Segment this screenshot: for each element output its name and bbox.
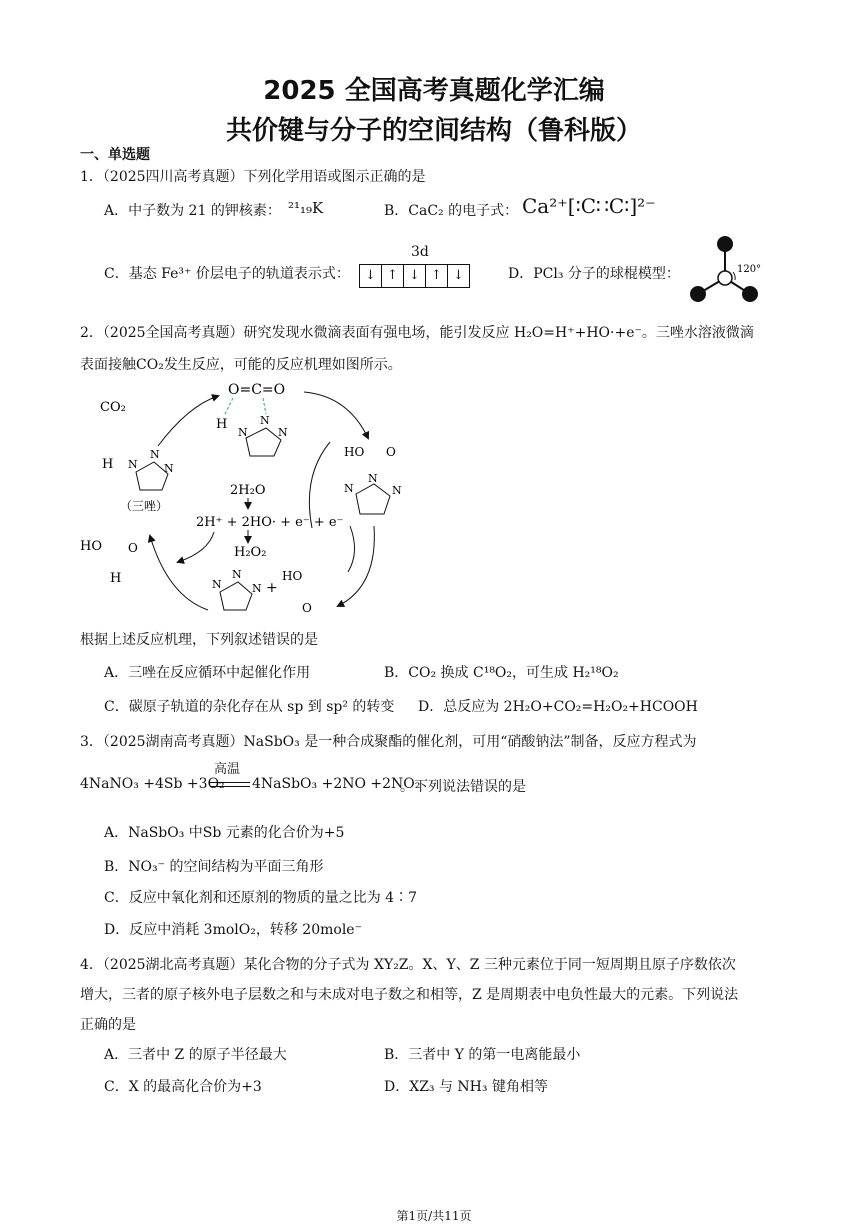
atom-n: N xyxy=(278,426,288,439)
q2-option-a: A．三唑在反应循环中起催化作用 xyxy=(104,665,311,681)
q4-option-a: A．三者中 Z 的原子半径最大 xyxy=(104,1047,287,1063)
page-title-line2: 共价键与分子的空间结构（鲁科版） xyxy=(225,116,642,146)
q4-option-b: B．三者中 Y 的第一电离能最小 xyxy=(384,1047,581,1063)
q3-equation-condition: 高温 xyxy=(214,762,241,777)
q3-option-d: D．反应中消耗 3molO₂，转移 20mole⁻ xyxy=(104,922,362,938)
q3-equation-right: 4NaSbO₃ +2NO +2NO₂ xyxy=(252,776,421,792)
q1-option-c: C．基态 Fe³⁺ 价层电子的轨道表示式： xyxy=(104,266,350,282)
q4-stem-line2: 增大，三者的原子核外电子层数之和与未成对电子数之和相等，Z 是周期表中电负性最大的元素。下列说法 xyxy=(80,987,739,1003)
q2-option-d: D．总反应为 2H₂O+CO₂=H₂O₂+HCOOH xyxy=(418,699,698,715)
q1-orbital-label: 3d xyxy=(411,244,429,260)
water-label: 2H₂O xyxy=(230,483,266,498)
atom-ho: HO xyxy=(344,445,365,459)
q1-option-a: A．中子数为 21 的钾核素： xyxy=(104,203,281,219)
q1-option-b: B．CaC₂ 的电子式： xyxy=(384,203,519,219)
triazole-label: （三唑） xyxy=(120,499,169,513)
equation-double-line xyxy=(210,786,250,787)
atom-o: O xyxy=(128,541,138,555)
atom-n: N xyxy=(368,472,378,485)
equation-double-line xyxy=(210,782,250,783)
q4-option-d: D．XZ₃ 与 NH₃ 键角相等 xyxy=(384,1079,548,1095)
h2o2-label: H₂O₂ xyxy=(234,545,267,560)
q3-option-b: B．NO₃⁻ 的空间结构为平面三角形 xyxy=(104,859,324,875)
atom-n: N xyxy=(260,414,270,427)
atom-ho: HO xyxy=(282,569,303,583)
atom-o: O xyxy=(302,601,312,615)
q3-stem: 3．（2025湖南高考真题）NaSbO₃ 是一种合成聚酯的催化剂，可用“硝酸钠法”制备，反应方程式为 xyxy=(80,734,697,750)
q1-stem: 1．（2025四川高考真题）下列化学用语或图示正确的是 xyxy=(80,169,426,185)
section-heading: 一、单选题 xyxy=(80,147,150,163)
page-number: 第1页/共11页 xyxy=(396,1209,472,1223)
q1-option-d: D．PCl₃ 分子的球棍模型： xyxy=(508,266,680,282)
atom-h: H xyxy=(216,417,228,432)
q3-option-a: A．NaSbO₃ 中Sb 元素的化合价为+5 xyxy=(104,825,345,841)
q3-option-c: C．反应中氧化剂和还原剂的物质的量之比为 4∶7 xyxy=(104,890,417,906)
atom-n: N xyxy=(232,568,242,581)
page-title-line1: 2025 全国高考真题化学汇编 xyxy=(263,76,605,106)
bond-angle-label: 120° xyxy=(737,264,762,275)
orbital-box: ↓ xyxy=(404,265,426,287)
co2-label: CO₂ xyxy=(100,400,126,415)
atom-n: N xyxy=(344,482,354,495)
atom-n: N xyxy=(150,448,160,461)
q3-equation-left: 4NaNO₃ +4Sb +3O₂ xyxy=(80,776,225,792)
atom-n: N xyxy=(128,458,138,471)
atom-n: N xyxy=(212,578,222,591)
q1-option-a-formula: ²¹₁₉K xyxy=(288,199,324,217)
q1-option-b-formula: Ca²⁺[∶C∷C∶]²⁻ xyxy=(522,194,656,218)
orbital-box: ↓ xyxy=(360,265,382,287)
q3-equation-tail: 。下列说法错误的是 xyxy=(400,779,526,795)
q1-orbital-diagram xyxy=(359,264,470,288)
atom-n: N xyxy=(238,426,248,439)
atom-n: N xyxy=(164,462,174,475)
intermediate-species: 2H⁺ + 2HO· + e⁻ + e⁻ xyxy=(196,515,344,530)
q4-stem-line1: 4．（2025湖北高考真题）某化合物的分子式为 XY₂Z。X、Y、Z 三种元素位于同一短周期且原子序数依次 xyxy=(80,957,736,973)
atom-h: H xyxy=(102,457,114,472)
q2-option-c: C．碳原子轨道的杂化存在从 sp 到 sp² 的转变 xyxy=(104,699,395,715)
orbital-box: ↑ xyxy=(382,265,404,287)
q2-option-b: B．CO₂ 换成 C¹⁸O₂，可生成 H₂¹⁸O₂ xyxy=(384,665,619,681)
q4-stem-line3: 正确的是 xyxy=(80,1017,136,1033)
q2-stem-line2: 表面接触CO₂发生反应，可能的反应机理如图所示。 xyxy=(80,357,402,373)
pcl3-ball-stick-model xyxy=(684,232,764,306)
atom-h: H xyxy=(110,571,122,586)
orbital-box: ↑ xyxy=(426,265,448,287)
reaction-mechanism-diagram xyxy=(78,376,418,626)
q2-stem-line1: 2．（2025全国高考真题）研究发现水微滴表面有强电场，能引发反应 H₂O=H⁺+HO·+e⁻。三唑水溶液微滴 xyxy=(80,325,754,341)
atom-o: O xyxy=(386,445,396,459)
q4-option-c: C．X 的最高化合价为+3 xyxy=(104,1079,262,1095)
atom-ho: HO xyxy=(80,539,102,554)
co2-structure: O=C=O xyxy=(228,382,286,398)
plus-sign: + xyxy=(266,580,278,596)
orbital-box: ↓ xyxy=(453,268,464,283)
q2-lead: 根据上述反应机理，下列叙述错误的是 xyxy=(80,632,318,648)
atom-n: N xyxy=(392,484,402,497)
atom-n: N xyxy=(252,582,262,595)
